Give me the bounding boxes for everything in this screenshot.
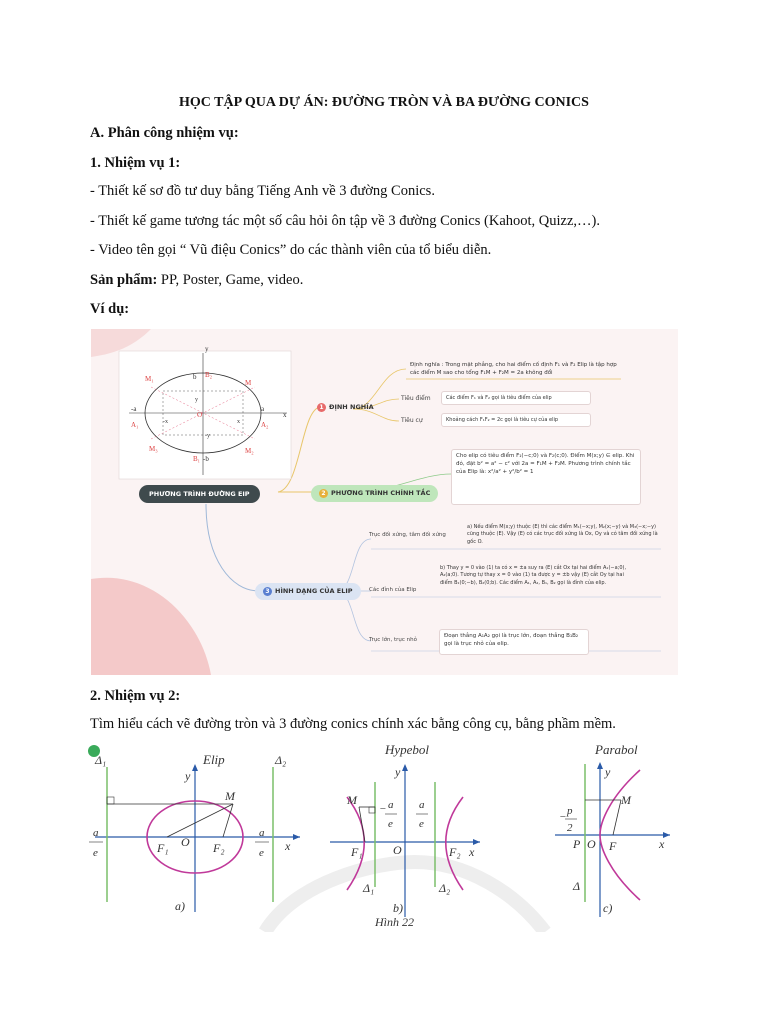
mindmap-label: Trục đối xứng, tâm đối xứng xyxy=(369,532,446,538)
svg-text:O: O xyxy=(393,843,402,857)
svg-text:-b: -b xyxy=(203,455,209,463)
svg-text:a: a xyxy=(259,827,265,839)
svg-text:x: x xyxy=(285,839,291,853)
svg-text:M: M xyxy=(621,793,631,807)
elip-caption: a) xyxy=(175,899,185,913)
mindmap-image xyxy=(91,329,678,675)
svg-text:x: x xyxy=(237,419,240,425)
svg-text:O: O xyxy=(587,837,596,851)
svg-text:a: a xyxy=(419,799,425,811)
svg-text:Δ₂: Δ₂ xyxy=(439,881,451,895)
mindmap-focus-text: Các điểm F₁ và F₂ gọi là tiêu điểm của elip xyxy=(441,391,591,405)
figure-label: Hình 22 xyxy=(375,915,414,929)
mindmap-focal-length-text: Khoảng cách F₁F₂ = 2c gọi là tiêu cự của elip xyxy=(441,413,591,427)
task2-heading: 2. Nhiệm vụ 2: xyxy=(90,688,181,704)
svg-text:y: y xyxy=(205,345,209,353)
svg-text:F₁: F₁ xyxy=(351,845,363,859)
svg-text:−: − xyxy=(379,803,387,815)
task2-text: Tìm hiểu cách vẽ đường tròn và 3 đường conics chính xác bằng công cụ, bằng phầm mềm. xyxy=(90,716,616,732)
svg-text:F₁: F₁ xyxy=(157,841,169,855)
svg-text:-y: -y xyxy=(205,433,210,439)
svg-text:−: − xyxy=(559,811,567,823)
svg-text:y: y xyxy=(195,397,198,403)
svg-text:x: x xyxy=(283,411,287,419)
svg-text:p: p xyxy=(567,805,573,817)
svg-text:B₂: B₂ xyxy=(205,371,213,379)
mindmap-equation-text: Cho elip có tiêu điểm F₁(−c;0) và F₂(c;0). Điểm M(x;y) ∈ elip. Khi đó, đặt b² = a² − c² với 2a = F₁M + F₂M. Phương trình chính tắc của Elip là: x²/a² + y²/b² = 1 xyxy=(451,449,641,505)
conics-figure xyxy=(85,742,685,932)
svg-text:O: O xyxy=(197,411,203,419)
svg-text:2: 2 xyxy=(567,822,573,834)
section-a-heading: A. Phân công nhiệm vụ: xyxy=(90,125,239,141)
parabol-title: Parabol xyxy=(595,742,638,757)
mindmap-label: Các đỉnh của Elip xyxy=(369,587,417,593)
mindmap-definition-text: Định nghĩa : Trong mặt phẳng, cho hai điểm cố định F₁ và F₂ Elip là tập hợp các điểm M sao cho tổng F₁M + F₂M = 2a không đổi xyxy=(410,362,617,376)
svg-text:O: O xyxy=(181,835,190,849)
mindmap-label: Trục lớn, trục nhỏ xyxy=(369,637,417,643)
svg-text:y: y xyxy=(185,769,191,783)
product-line xyxy=(90,272,303,289)
svg-text:B₁: B₁ xyxy=(193,455,201,463)
task1-heading: 1. Nhiệm vụ 1: xyxy=(90,155,181,171)
svg-text:a: a xyxy=(388,799,394,811)
mindmap-center-node: PHƯƠNG TRÌNH ĐƯỜNG EIP xyxy=(139,485,260,503)
svg-text:A₁: A₁ xyxy=(131,421,139,429)
svg-text:y: y xyxy=(395,765,401,779)
elip-title: Elip xyxy=(203,752,225,767)
svg-text:a: a xyxy=(261,405,265,413)
product-label: Sản phẩm: xyxy=(90,272,158,288)
svg-text:e: e xyxy=(259,847,264,859)
svg-text:F₂: F₂ xyxy=(449,845,461,859)
svg-text:b: b xyxy=(193,373,197,381)
svg-text:M: M xyxy=(245,379,252,387)
svg-text:-a: -a xyxy=(131,405,137,413)
svg-text:Δ₁: Δ₁ xyxy=(363,881,375,895)
mindmap-vertices-text: b) Thay y = 0 vào (1) ta có x = ±a suy ra (E) cắt Ox tại hai điểm A₁(−a;0), A₂(a;0). Tương tự thay x = 0 vào (1) ta được y = ±b vậy (E) cắt Oy tại hai điểm B₁(0;−b), B₂(0;b). Các điểm A₁, A₂, B₁, B₂ gọi là đỉnh của elip. xyxy=(440,565,627,586)
svg-text:P: P xyxy=(573,837,581,851)
svg-text:Δ₂: Δ₂ xyxy=(275,753,287,767)
svg-text:M₂: M₂ xyxy=(245,447,254,455)
hypebol-caption: b) xyxy=(393,901,403,915)
svg-text:a: a xyxy=(93,827,99,839)
svg-text:F₂: F₂ xyxy=(213,841,225,855)
mindmap-branch-equation: 2 PHƯƠNG TRÌNH CHÍNH TẮC xyxy=(311,485,438,502)
svg-text:M₁: M₁ xyxy=(145,375,154,383)
task1-item: - Video tên gọi “ Vũ điệu Conics” do các thành viên của tổ biểu diễn. xyxy=(90,242,492,258)
mindmap-symmetry-text: a) Nếu điểm M(x;y) thuộc (E) thì các điểm M₁(−x;y), M₂(x;−y) và M₃(−x;−y) cũng thuộc (E). Vậy (E) có các trục đối xứng là Ox, Oy và có tâm đối xứng là gốc O. xyxy=(467,524,658,545)
svg-text:x: x xyxy=(659,837,665,851)
parabol-caption: c) xyxy=(603,901,613,915)
svg-text:Δ: Δ xyxy=(573,879,581,893)
mindmap-branch-shape: 3 HÌNH DẠNG CỦA ELIP xyxy=(255,583,361,600)
hypebol-title: Hypebol xyxy=(385,742,430,757)
task1-item: - Thiết kế sơ đồ tư duy bằng Tiếng Anh về 3 đường Conics. xyxy=(90,183,435,199)
mindmap-label: Tiêu điểm xyxy=(401,395,431,402)
svg-text:M₃: M₃ xyxy=(149,445,158,453)
svg-text:x: x xyxy=(469,845,475,859)
task1-item: - Thiết kế game tương tác một số câu hỏi ôn tập về 3 đường Conics (Kahoot, Quizz,…). xyxy=(90,213,600,229)
svg-text:-x: -x xyxy=(163,419,168,425)
mindmap-branch-definition: 1 ĐỊNH NGHĨA xyxy=(317,403,374,412)
svg-text:M: M xyxy=(347,793,357,807)
svg-text:e: e xyxy=(93,847,98,859)
mindmap-axes-text: Đoạn thẳng A₁A₂ gọi là trục lớn, đoạn thẳng B₁B₂ gọi là trục nhỏ của elip. xyxy=(439,629,589,655)
svg-text:M: M xyxy=(225,789,235,803)
svg-text:e: e xyxy=(388,818,393,830)
mindmap-label: Tiêu cự xyxy=(401,417,423,424)
product-value: PP, Poster, Game, video. xyxy=(157,272,304,288)
page-title: HỌC TẬP QUA DỰ ÁN: ĐƯỜNG TRÒN VÀ BA ĐƯỜNG CONICS xyxy=(179,95,589,110)
svg-text:A₂: A₂ xyxy=(261,421,269,429)
svg-text:Δ₁: Δ₁ xyxy=(95,753,107,767)
svg-text:e: e xyxy=(419,818,424,830)
svg-text:F: F xyxy=(609,839,617,853)
svg-text:y: y xyxy=(605,765,611,779)
example-label: Ví dụ: xyxy=(90,301,130,317)
